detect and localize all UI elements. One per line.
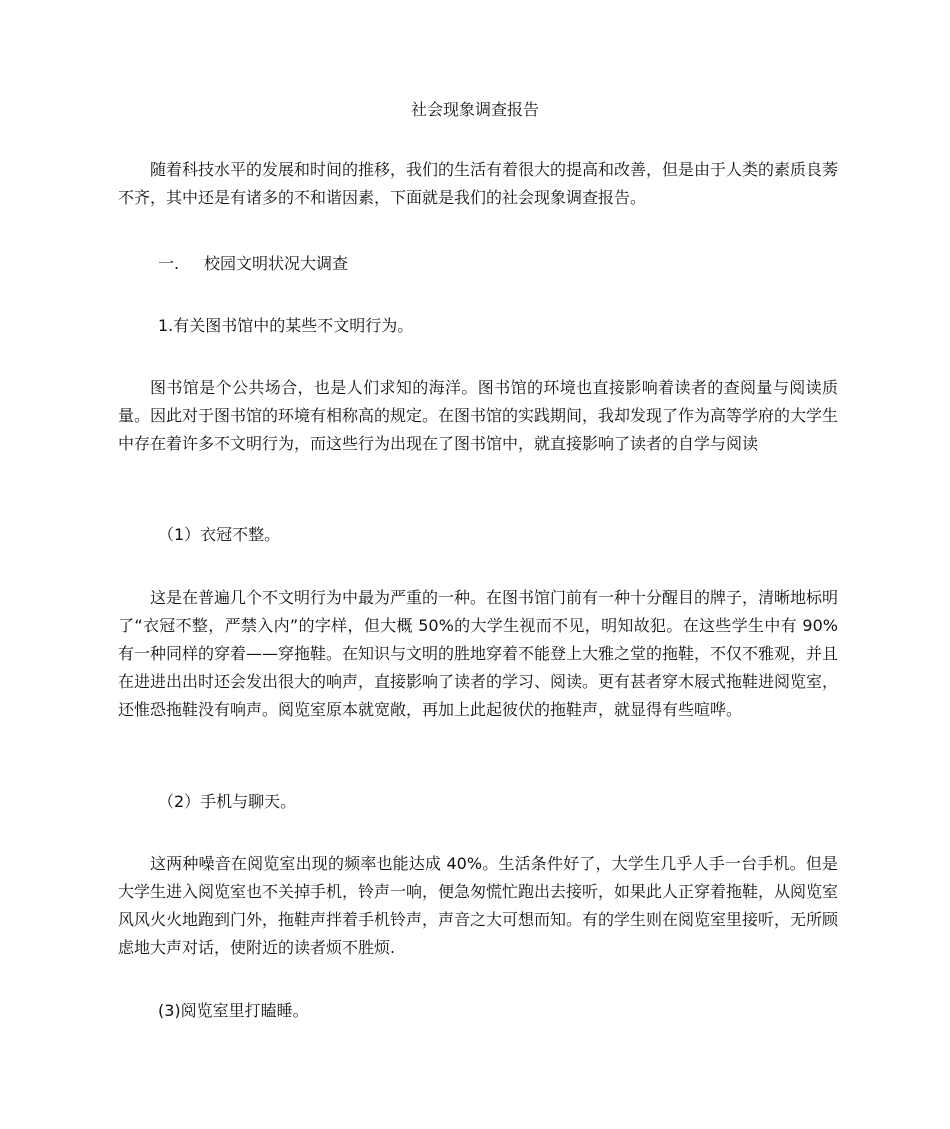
section-number: 一. [158,254,180,273]
intro-paragraph: 随着科技水平的发展和时间的推移，我们的生活有着很大的提高和改善，但是由于人类的素质良莠不齐，其中还是有诸多的不和谐因素，下面就是我们的社会现象调查报告。 [118,160,839,207]
subitem-heading-3: (3)阅览室里打瞌睡。 [158,1001,309,1020]
subitem-heading-2: （2）手机与聊天。 [158,792,297,811]
document-title: 社会现象调查报告 [410,100,539,119]
section-heading [158,250,348,278]
section-title: 校园文明状况大调查 [204,254,349,273]
item-heading: 1.有关图书馆中的某些不文明行为。 [158,316,414,335]
subitem-heading-1: （1）衣冠不整。 [158,525,281,544]
subitem-body-2: 这两种噪音在阅览室出现的频率也能达成 40%。生活条件好了，大学生几乎人手一台手机。但是大学生进入阅览室也不关掉手机，铃声一响，便急匆慌忙跑出去接听，如果此人正穿着拖鞋，从阅览室风风火火地跑到门外，拖鞋声拌着手机铃声，声音之大可想而知。有的学生则在阅览室里接听，无所顾虑地大声对话，使附近的读者烦不胜烦. [118,854,839,957]
subitem-body-1: 这是在普遍几个不文明行为中最为严重的一种。在图书馆门前有一种十分醒目的牌子，清晰地标明了“衣冠不整，严禁入内”的字样，但大概 50%的大学生视而不见，明知故犯。在这些学生中有 90%有一种同样的穿着——穿拖鞋。在知识与文明的胜地穿着不能登上大雅之堂的拖鞋，不仅不雅观，并且在进进出出时还会发出很大的响声，直接影响了读者的学习、阅读。更有甚者穿木屐式拖鞋进阅览室，还惟恐拖鞋没有响声。阅览室原本就宽敞，再加上此起彼伏的拖鞋声，就显得有些喧哗。 [118,588,839,719]
item-body-paragraph: 图书馆是个公共场合，也是人们求知的海洋。图书馆的环境也直接影响着读者的查阅量与阅读质量。因此对于图书馆的环境有相称高的规定。在图书馆的实践期间，我却发现了作为高等学府的大学生中存在着许多不文明行为，而这些行为出现在了图书馆中，就直接影响了读者的自学与阅读 [118,378,839,453]
